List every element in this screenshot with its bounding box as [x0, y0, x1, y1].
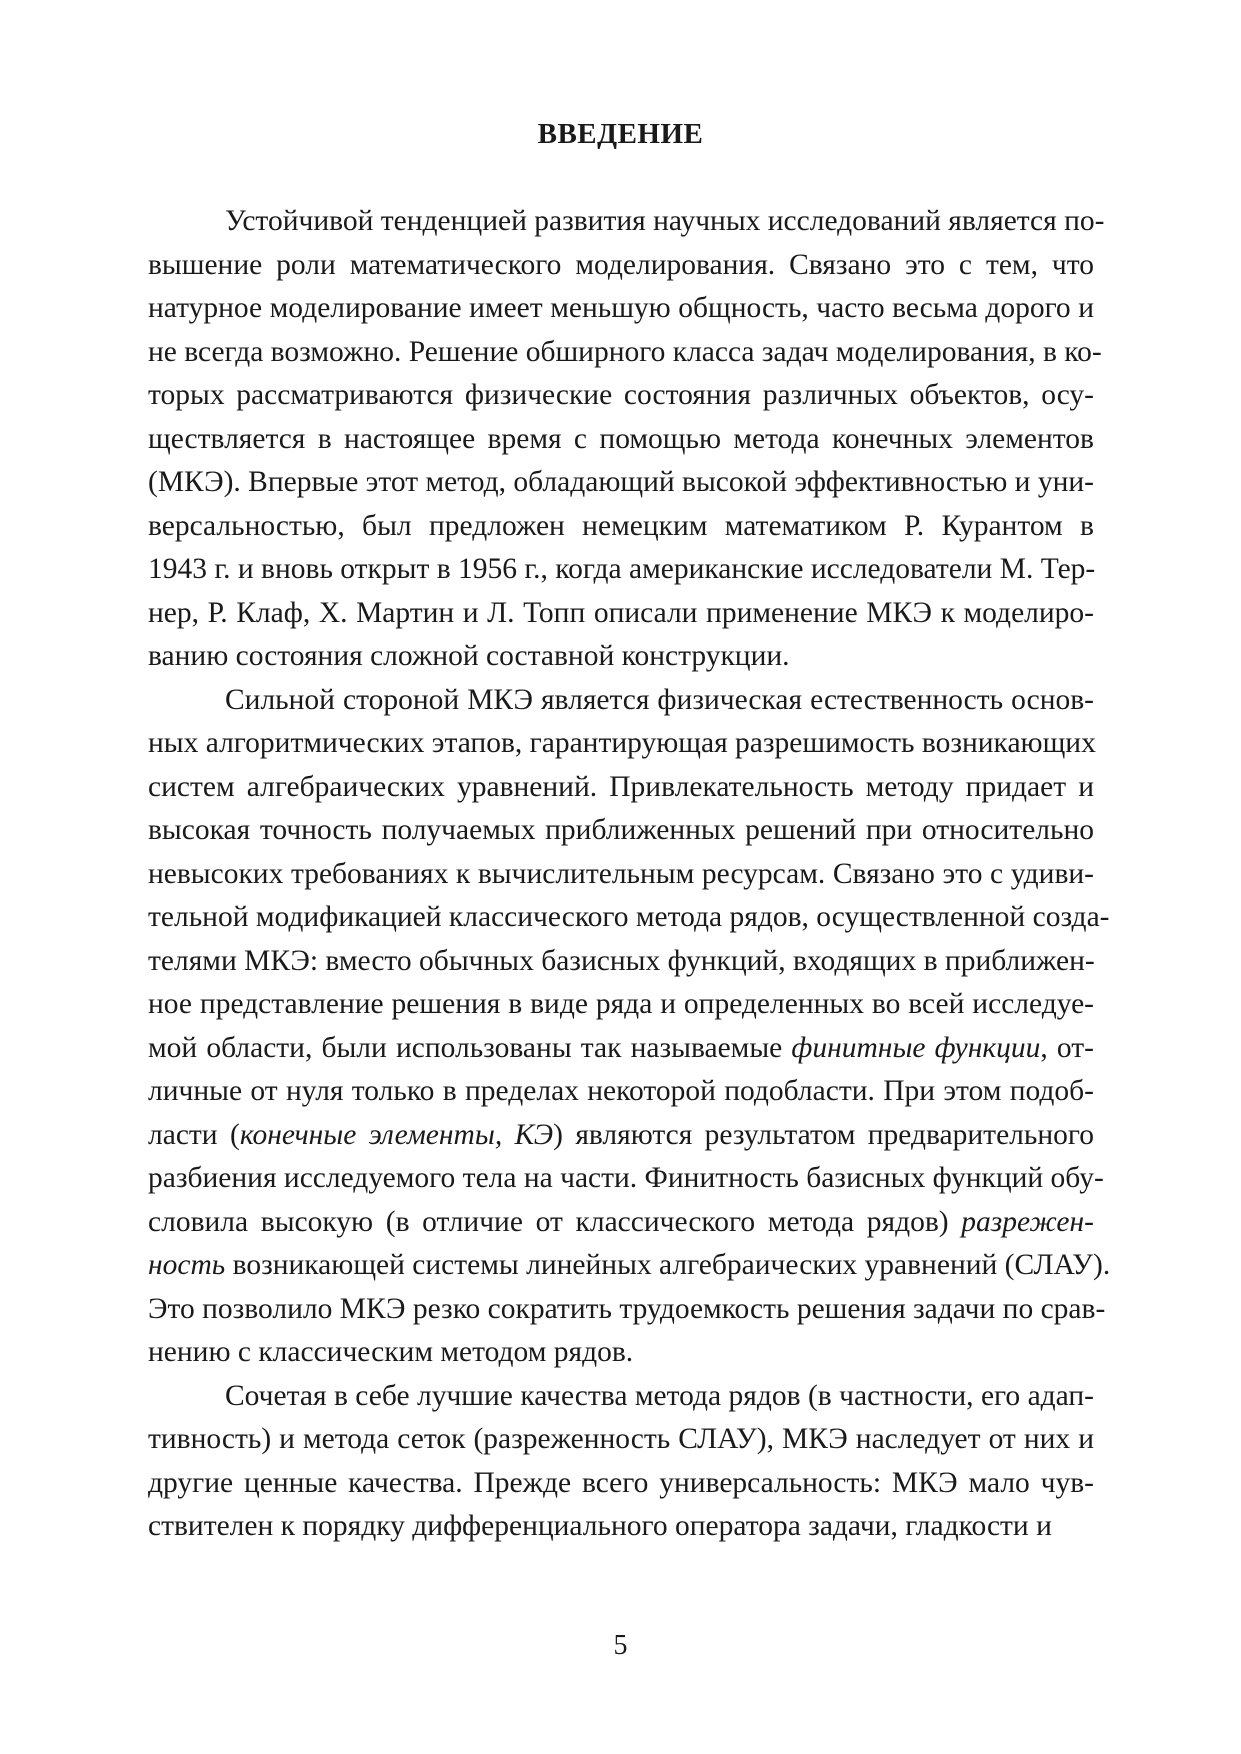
body-text: [148, 200, 1111, 1549]
text-line: Сочетая в себе лучшие качества метода рядов (в частности, его адап-: [225, 1379, 1094, 1412]
text-line: нер, Р. Клаф, Х. Мартин и Л. Топп описали применение МКЭ к моделиро-: [148, 596, 1094, 629]
italic-term: конечные элементы, КЭ: [239, 1118, 554, 1151]
italic-term: ность: [148, 1249, 226, 1281]
text-line: мой области, были использованы так называемые финитные функции, от-: [148, 1031, 1095, 1064]
paragraph-3: [148, 1375, 1094, 1549]
text-line: версальностью, был предложен немецким математиком Р. Курантом в: [148, 509, 1094, 542]
paragraph-2: [148, 679, 1111, 1375]
text-line: Устойчивой тенденцией развития научных исследований является по-: [225, 205, 1105, 237]
text-line: систем алгебраических уравнений. Привлекательность методу придает и: [148, 770, 1094, 803]
text-line: тивность) и метода сеток (разреженность СЛАУ), МКЭ наследует от них и: [148, 1423, 1094, 1455]
text-line: ществляется в настоящее время с помощью метода конечных элементов: [148, 422, 1094, 455]
text-line: ванию состояния сложной составной конструкции.: [148, 640, 790, 672]
text-line: ность возникающей системы линейных алгебраических уравнений (СЛАУ).: [148, 1249, 1111, 1281]
text-line: личные от нуля только в пределах некоторой подобласти. При этом подоб-: [148, 1075, 1094, 1107]
text-line: нению с классическим методом рядов.: [148, 1336, 634, 1368]
text-line: ных алгоритмических этапов, гарантирующая разрешимость возникающих: [148, 727, 1096, 759]
text-line: (МКЭ). Впервые этот метод, обладающий высокой эффективностью и уни-: [148, 466, 1094, 498]
text-line: вышение роли математического моделирования. Связано это с тем, что: [148, 248, 1094, 281]
text-line: тельной модификацией классического метода рядов, осуществленной созда-: [148, 901, 1110, 933]
text-line: Это позволило МКЭ резко сократить трудоемкость решения задачи по срав-: [148, 1292, 1106, 1325]
text-line: 1943 г. и вновь открыт в 1956 г., когда американские исследователи М. Тер-: [148, 553, 1096, 585]
text-line: другие ценные качества. Прежде всего универсальность: МКЭ мало чув-: [148, 1466, 1094, 1499]
text-line: высокая точность получаемых приближенных решений при относительно: [148, 814, 1094, 846]
text-line: не всегда возможно. Решение обширного класса задач моделирования, в ко-: [148, 335, 1102, 368]
text-line: словила высокую (в отличие от классического метода рядов) разрежен-: [148, 1205, 1094, 1238]
text-line: невысоких требованиях к вычислительным ресурсам. Связано это с удиви-: [148, 857, 1094, 890]
text-line: разбиения исследуемого тела на части. Финитность базисных функций обу-: [148, 1162, 1104, 1194]
text-line: Сильной стороной МКЭ является физическая естественность основ-: [225, 683, 1094, 716]
italic-term: финитные функции: [791, 1031, 1041, 1064]
text-line: натурное моделирование имеет меньшую общность, часто весьма дорого и: [148, 292, 1094, 324]
text-line: ласти (конечные элементы, КЭ) являются результатом предварительного: [148, 1118, 1094, 1151]
paragraph-1: [148, 200, 1105, 679]
text-line: телями МКЭ: вместо обычных базисных функций, входящих в приближен-: [148, 944, 1095, 977]
italic-term: разрежен-: [961, 1205, 1094, 1238]
page-title: ВВЕДЕНИЕ: [537, 118, 704, 150]
text-line: ствителен к порядку дифференциального оператора задачи, гладкости и: [148, 1510, 1052, 1542]
text-line: ное представление решения в виде ряда и определенных во всей исследуе-: [148, 988, 1094, 1020]
page-number: 5: [613, 1630, 628, 1661]
text-line: торых рассматриваются физические состояния различных объектов, осу-: [148, 379, 1094, 411]
